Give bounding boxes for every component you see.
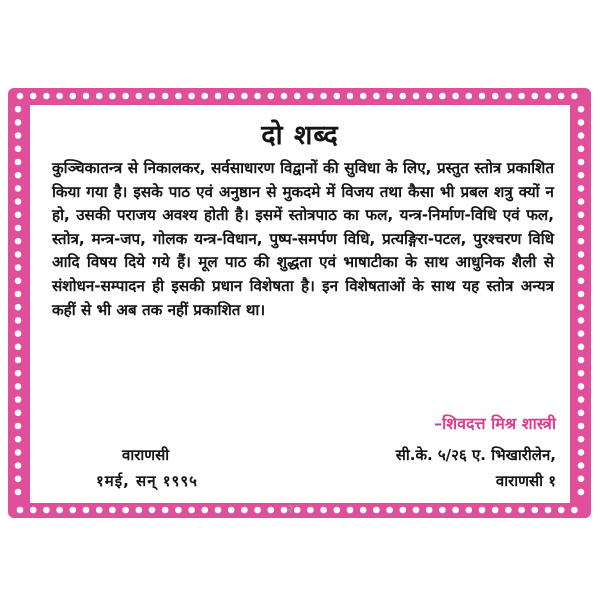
border-dot xyxy=(466,93,473,100)
border-dot xyxy=(109,93,116,100)
border-dot xyxy=(578,449,585,456)
border-dot xyxy=(578,436,585,443)
border-dot xyxy=(15,317,22,324)
border-dot xyxy=(558,93,565,100)
border-dot xyxy=(578,370,585,377)
border-dot xyxy=(56,507,63,514)
border-dot xyxy=(578,159,585,166)
border-dot xyxy=(532,507,539,514)
border-dot xyxy=(320,93,327,100)
border-dot xyxy=(162,93,169,100)
border-dot xyxy=(30,507,37,514)
border-dot xyxy=(386,507,393,514)
border-dot xyxy=(307,507,314,514)
border-dot xyxy=(43,93,50,100)
border-dot xyxy=(15,344,22,351)
page-title: दो शब्द xyxy=(261,120,339,151)
author-signature: –शिवदत्त मिश्र शास्त्री xyxy=(434,414,556,433)
border-dot xyxy=(268,507,275,514)
border-dot xyxy=(228,507,235,514)
border-dot xyxy=(347,93,354,100)
border-dot xyxy=(15,119,22,126)
border-dot xyxy=(400,93,407,100)
border-dot xyxy=(122,507,129,514)
place-label: वाराणसी xyxy=(122,446,170,464)
border-dot xyxy=(452,507,459,514)
border-dot xyxy=(413,507,420,514)
border-dot xyxy=(15,159,22,166)
border-dot xyxy=(15,212,22,219)
border-dot xyxy=(400,507,407,514)
city-line: वाराणसी १ xyxy=(495,472,556,490)
border-dot xyxy=(15,436,22,443)
border-dot xyxy=(15,423,22,430)
border-dot xyxy=(294,93,301,100)
border-dot xyxy=(578,212,585,219)
border-dot xyxy=(188,93,195,100)
border-dot xyxy=(15,185,22,192)
border-dot xyxy=(43,507,50,514)
border-dot xyxy=(347,507,354,514)
border-dot xyxy=(578,119,585,126)
border-dot xyxy=(15,489,22,496)
border-dot xyxy=(307,93,314,100)
border-dot xyxy=(254,507,261,514)
border-dot xyxy=(452,93,459,100)
border-dot xyxy=(578,357,585,364)
border-dot xyxy=(373,93,380,100)
border-dot xyxy=(578,264,585,271)
border-dot xyxy=(83,507,90,514)
border-dot xyxy=(15,172,22,179)
border-dot xyxy=(578,410,585,417)
border-dot xyxy=(558,507,565,514)
border-dot xyxy=(578,383,585,390)
border-dot xyxy=(15,462,22,469)
border-dot xyxy=(281,93,288,100)
border-dot xyxy=(578,251,585,258)
border-dot xyxy=(578,172,585,179)
border-dot xyxy=(109,507,116,514)
border-dot xyxy=(15,410,22,417)
border-dot xyxy=(426,507,433,514)
border-dot xyxy=(578,396,585,403)
border-dot xyxy=(578,330,585,337)
border-dot xyxy=(578,278,585,285)
border-dot xyxy=(571,507,578,514)
border-dot xyxy=(15,251,22,258)
border-dot xyxy=(17,507,24,514)
border-dot xyxy=(294,507,301,514)
border-dot xyxy=(175,507,182,514)
border-dot xyxy=(228,93,235,100)
border-dot xyxy=(15,132,22,139)
border-dot xyxy=(578,198,585,205)
border-dot xyxy=(320,507,327,514)
border-dot xyxy=(439,93,446,100)
border-dot xyxy=(518,93,525,100)
border-dot xyxy=(15,238,22,245)
border-dot xyxy=(578,423,585,430)
border-dot xyxy=(268,93,275,100)
border-dot xyxy=(70,93,77,100)
border-dot xyxy=(439,507,446,514)
border-dot xyxy=(413,93,420,100)
border-dot xyxy=(96,507,103,514)
border-dot xyxy=(122,93,129,100)
border-dot xyxy=(188,507,195,514)
border-dot xyxy=(15,476,22,483)
border-dot xyxy=(578,344,585,351)
border-dot xyxy=(479,93,486,100)
border-dot xyxy=(162,507,169,514)
date-label: १मई, सन् १९९५ xyxy=(96,472,198,490)
border-dot xyxy=(15,304,22,311)
border-dot xyxy=(241,507,248,514)
border-dot xyxy=(15,198,22,205)
border-dot xyxy=(492,93,499,100)
border-dot xyxy=(578,146,585,153)
border-dot xyxy=(578,489,585,496)
border-dot xyxy=(254,93,261,100)
border-dot xyxy=(15,449,22,456)
border-dot xyxy=(15,357,22,364)
border-dot xyxy=(578,185,585,192)
border-dot xyxy=(373,507,380,514)
border-dot xyxy=(492,507,499,514)
border-dot xyxy=(334,93,341,100)
border-dot xyxy=(15,291,22,298)
border-dot xyxy=(578,225,585,232)
border-dot xyxy=(505,507,512,514)
border-dot xyxy=(532,93,539,100)
border-dot xyxy=(149,507,156,514)
border-dot xyxy=(15,264,22,271)
border-dot xyxy=(215,507,222,514)
border-dot xyxy=(518,507,525,514)
page-number: २ xyxy=(287,502,294,516)
border-dot xyxy=(15,370,22,377)
border-dot xyxy=(149,93,156,100)
border-dot xyxy=(202,93,209,100)
border-dot xyxy=(30,93,37,100)
border-dot xyxy=(578,317,585,324)
border-dot xyxy=(15,330,22,337)
border-dot xyxy=(175,93,182,100)
border-dot xyxy=(571,93,578,100)
border-dot xyxy=(578,476,585,483)
intro-paragraph: कुञ्चिकातन्त्र से निकालकर, सर्वसाधारण विद्वानों की सुविधा के लिए, प्रस्तुत स्तोत्र प्रकाशित किया गया है। इसके पाठ एवं अनुष्ठान से मुकदमे में विजय तथा कैसा भी प्रबल शत्रु क्यों न हो, उसकी पराजय अवश्य होती है। इसमें स्तोत्रपाठ का फल, यन्त्र-निर्माण-विधि एवं फल, स्तोत्र, मन्त्र-जप, गोलक यन्त्र-विधान, पुष्प-समर्पण विधि, प्रत्यङ्गिरा-पटल, पुरश्चरण विधि आदि विषय दिये गये हैं। मूल पाठ की शुद्धता एवं भाषाटीका के साथ आधुनिक शैली से संशोधन-सम्पादन ही इसकी प्रधान विशेषता है। इन विशेषताओं के साथ यह स्तोत्र अन्यत्र कहीं से भी अब तक नहीं प्रकाशित था। xyxy=(52,159,554,319)
content-panel xyxy=(30,105,570,503)
border-dot xyxy=(83,93,90,100)
border-dot xyxy=(545,93,552,100)
border-dot xyxy=(136,507,143,514)
border-dot xyxy=(479,507,486,514)
border-dot xyxy=(202,507,209,514)
border-dot xyxy=(360,507,367,514)
border-dot xyxy=(545,507,552,514)
border-dot xyxy=(334,507,341,514)
border-dot xyxy=(15,146,22,153)
border-dot xyxy=(15,106,22,113)
border-dot xyxy=(426,93,433,100)
border-dot xyxy=(70,507,77,514)
border-dot xyxy=(15,383,22,390)
border-dot xyxy=(360,93,367,100)
border-dot xyxy=(15,278,22,285)
decorative-border xyxy=(8,88,591,518)
address-line: सी.के. ५/२६ ए. भिखारीलेन, xyxy=(395,446,556,464)
border-dot xyxy=(15,396,22,403)
border-dot xyxy=(17,93,24,100)
border-dot xyxy=(241,93,248,100)
border-dot xyxy=(15,225,22,232)
border-dot xyxy=(96,93,103,100)
border-dot xyxy=(578,106,585,113)
border-dot xyxy=(386,93,393,100)
border-dot xyxy=(466,507,473,514)
border-dot xyxy=(578,132,585,139)
border-dot xyxy=(578,304,585,311)
border-dot xyxy=(505,93,512,100)
border-dot xyxy=(578,238,585,245)
border-dot xyxy=(215,93,222,100)
border-dot xyxy=(578,462,585,469)
border-dot xyxy=(136,93,143,100)
border-dot xyxy=(56,93,63,100)
border-dot xyxy=(578,291,585,298)
